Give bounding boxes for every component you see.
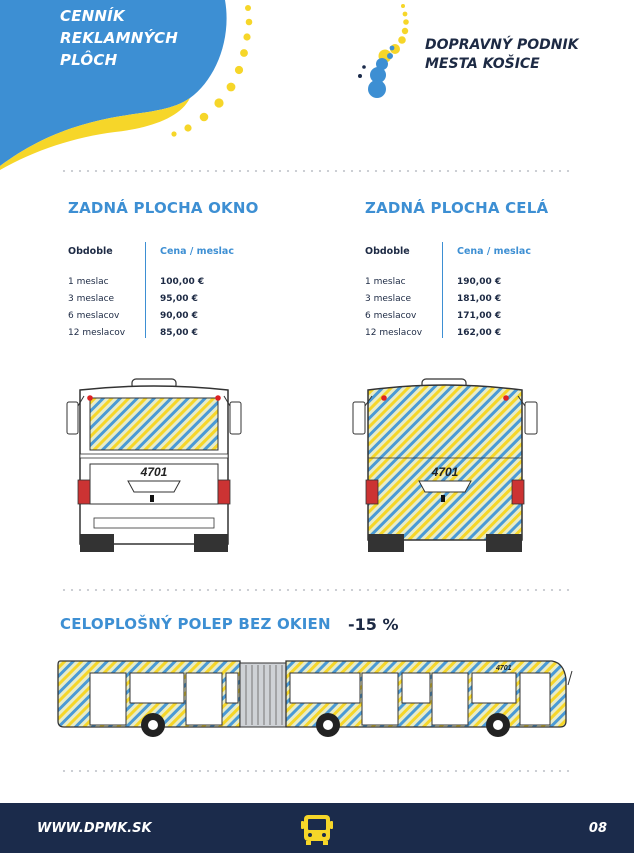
row-period: 6 meslacov [68,311,120,321]
bus-rear-window-illustration [64,376,244,556]
section-title-rear-window: ZADNÁ PLOCHA OKNO [68,199,259,217]
row-price: 85,00 € [160,328,198,338]
website-link[interactable]: WWW.DPMK.SK [37,821,152,836]
row-period: 1 meslac [365,277,406,287]
section-title-rear-full: ZADNÁ PLOCHA CELÁ [365,199,549,217]
row-price: 171,00 € [457,311,502,321]
table-divider [442,242,443,338]
row-period: 12 meslacov [365,328,423,338]
bus-icon [300,812,334,846]
row-period: 6 meslacov [365,311,417,321]
col-header-period: Obdoble [68,246,113,257]
col-header-price: Cena / meslac [160,246,234,257]
row-price: 181,00 € [457,294,502,304]
logo-text [425,36,579,74]
footer-bar [0,803,634,853]
row-price: 90,00 € [160,311,198,321]
dotted-divider-bottom [60,770,570,772]
title-line-1: CENNÍK [60,7,125,25]
row-price: 190,00 € [457,277,502,287]
row-period: 1 meslac [68,277,109,287]
bus-number: 4701 [431,465,459,479]
page-number: 08 [588,821,607,836]
title-line-3: PLÔCH [60,51,118,69]
discount-badge: -15 % [348,615,399,634]
col-header-period: Obdoble [365,246,410,257]
bus-number: 4701 [140,465,168,479]
row-price: 100,00 € [160,277,205,287]
title-line-2: REKLAMNÝCH [60,29,178,47]
row-period: 3 meslace [365,294,412,304]
row-price: 95,00 € [160,294,198,304]
section-title-full-wrap: CELOPLOŠNÝ POLEP BEZ OKIEN [60,615,331,633]
logo-line-1: DOPRAVNÝ PODNIK [425,37,579,53]
logo-line-2: MESTA KOŠICE [425,56,540,72]
articulated-bus-side-illustration [52,655,574,745]
page-title [60,5,178,71]
bus-number: 4701 [496,665,512,672]
dpmk-logo-icon [350,0,425,102]
row-period: 12 meslacov [68,328,126,338]
price-table-rear-window [68,246,268,346]
row-price: 162,00 € [457,328,502,338]
row-period: 3 meslace [68,294,115,304]
bus-rear-full-illustration [350,376,540,556]
table-divider [145,242,146,338]
dotted-divider-middle [60,589,570,591]
dotted-divider-top [60,170,570,172]
price-table-rear-full [365,246,565,346]
col-header-price: Cena / meslac [457,246,531,257]
